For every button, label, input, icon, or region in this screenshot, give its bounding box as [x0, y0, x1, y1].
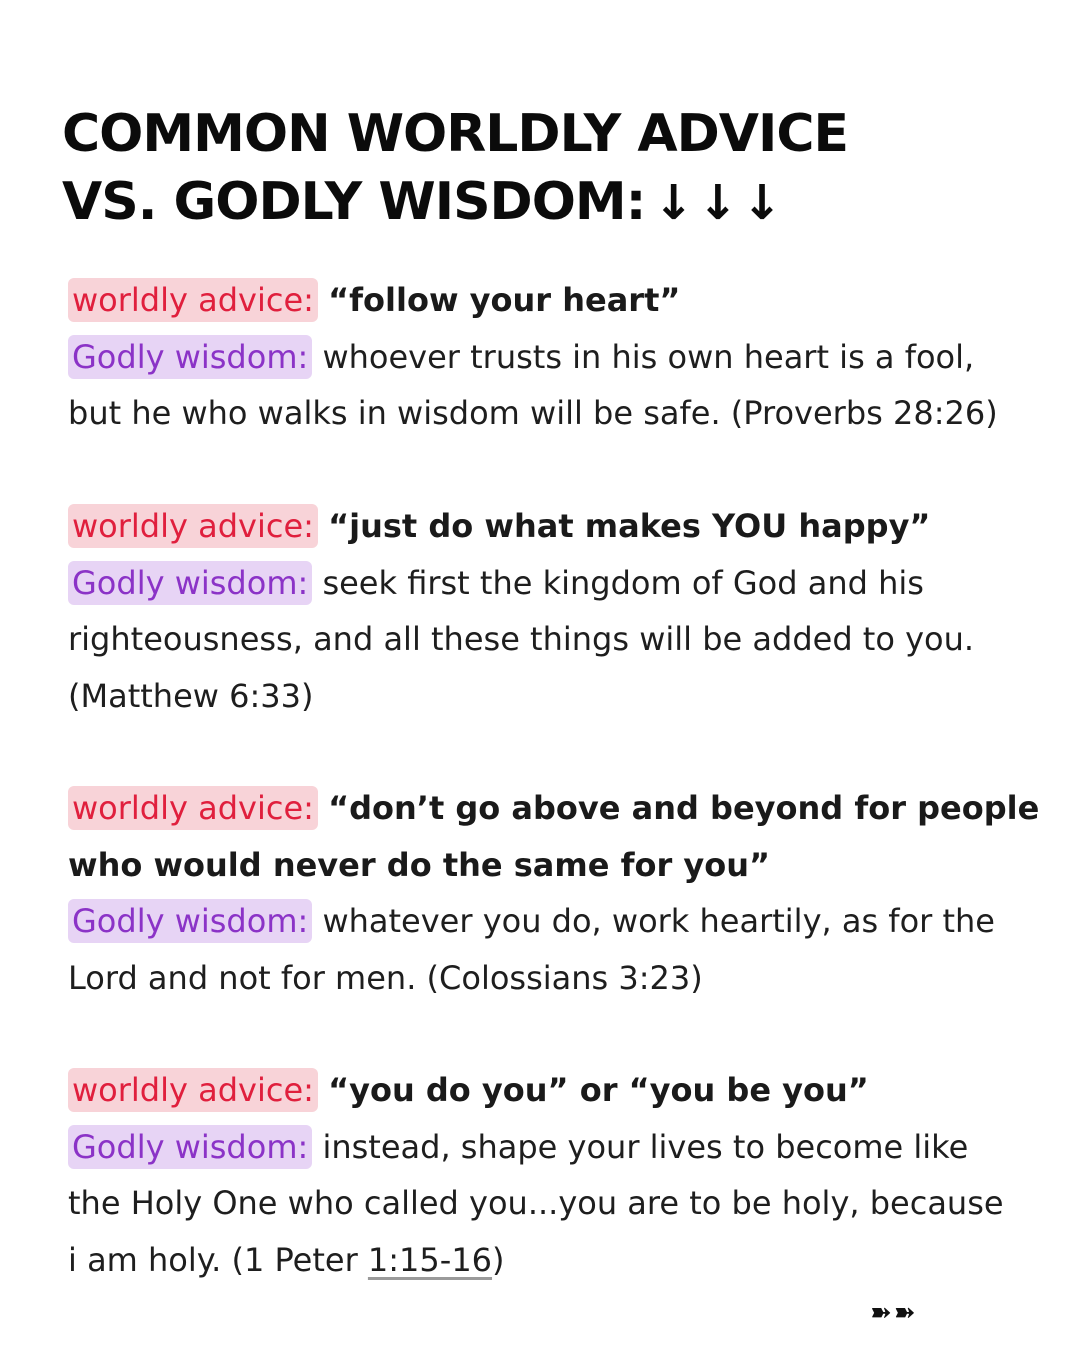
- godly-wisdom-continuation: but he who walks in wisdom will be safe. (Proverbs 28:26): [68, 394, 998, 432]
- worldly-advice-quote: “you do you” or “you be you”: [328, 1071, 869, 1109]
- advice-pair-4: [68, 1062, 1028, 1288]
- godly-wisdom-tag: Godly wisdom:: [68, 561, 312, 605]
- worldly-advice-tag: worldly advice:: [68, 278, 318, 322]
- worldly-advice-quote: “just do what makes YOU happy”: [328, 507, 931, 545]
- worldly-advice-quote-continuation: who would never do the same for you”: [68, 845, 771, 884]
- worldly-advice-tag: worldly advice:: [68, 786, 318, 830]
- godly-wisdom-continuation: righteousness, and all these things will be added to you.: [68, 620, 975, 658]
- godly-line: [68, 893, 1028, 950]
- advice-pair-3: [68, 780, 1040, 1006]
- worldly-line: [68, 498, 1028, 555]
- worldly-line: [68, 272, 1028, 329]
- worldly-advice-quote: “don’t go above and beyond for people: [328, 789, 1040, 827]
- title-line-2-text: VS. GODLY WISDOM:: [62, 172, 646, 232]
- worldly-advice-quote: “follow your heart”: [328, 281, 681, 319]
- godly-wisdom-text: seek first the kingdom of God and his: [322, 563, 924, 602]
- worldly-advice-tag: worldly advice:: [68, 504, 318, 548]
- godly-wisdom-tag: Godly wisdom:: [68, 1125, 312, 1169]
- godly-wisdom-text: whoever trusts in his own heart is a fool,: [322, 337, 975, 376]
- worldly-line: [68, 1062, 1028, 1119]
- title-line-1: COMMON WORLDLY ADVICE: [62, 104, 849, 164]
- godly-wisdom-continuation: (Matthew 6:33): [68, 676, 314, 715]
- scripture-reference-link[interactable]: 1:15-16: [367, 1240, 493, 1279]
- godly-wisdom-tag: Godly wisdom:: [68, 335, 312, 379]
- godly-wisdom-last-suffix: ): [492, 1240, 505, 1279]
- godly-line: [68, 555, 1028, 612]
- godly-wisdom-text: instead, shape your lives to become like: [322, 1127, 969, 1166]
- page-title: [62, 100, 1042, 237]
- godly-wisdom-continuation: the Holy One who called you...you are to be holy, because: [68, 1184, 1004, 1222]
- worldly-line: [68, 780, 1040, 837]
- godly-wisdom-last-line: [68, 1232, 1028, 1289]
- title-line-2: [62, 168, 1042, 237]
- swipe-next-icon: ➽➽: [870, 1298, 918, 1328]
- godly-wisdom-tag: Godly wisdom:: [68, 899, 312, 943]
- advice-pair-1: [68, 272, 1028, 442]
- worldly-advice-tag: worldly advice:: [68, 1068, 318, 1112]
- godly-wisdom-continuation: Lord and not for men. (Colossians 3:23): [68, 958, 703, 997]
- godly-wisdom-last-prefix: i am holy. (1 Peter: [68, 1240, 368, 1279]
- godly-wisdom-text: whatever you do, work heartily, as for the: [322, 902, 995, 940]
- advice-pair-2: [68, 498, 1028, 724]
- godly-line: [68, 329, 1028, 386]
- godly-line: [68, 1119, 1028, 1176]
- down-arrows-icon: ↓↓↓: [653, 175, 787, 231]
